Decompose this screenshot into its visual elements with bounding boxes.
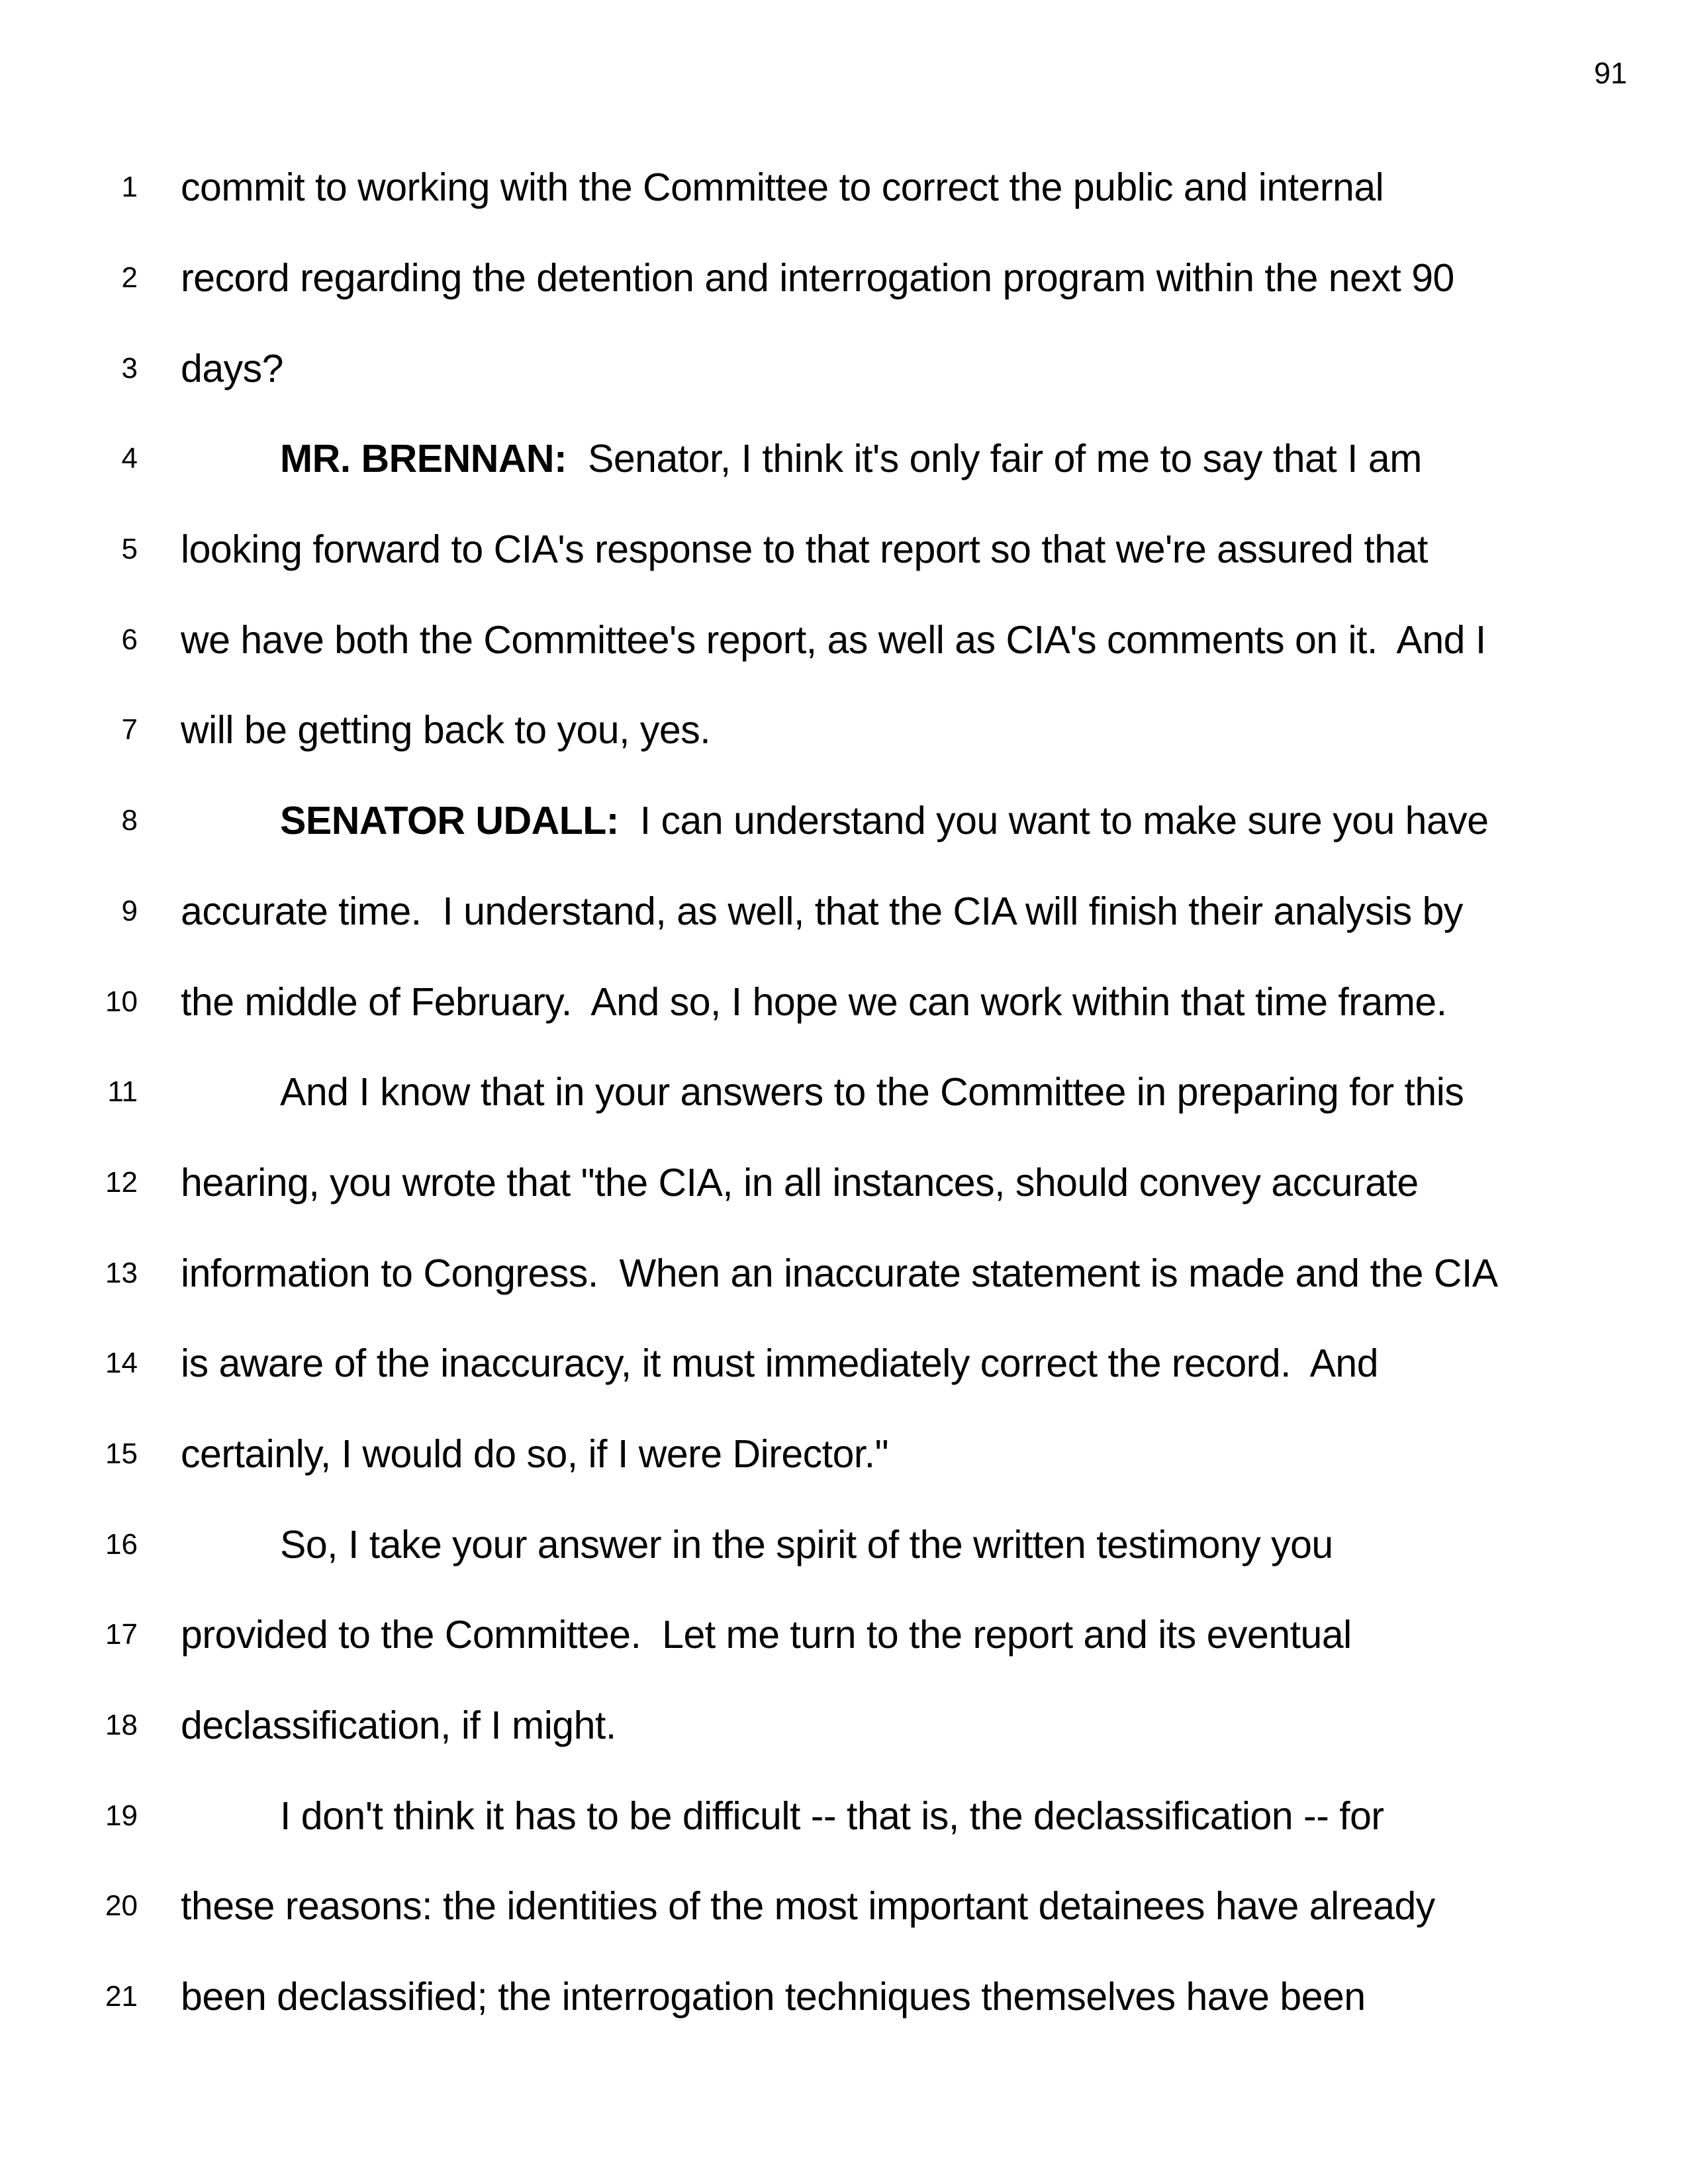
transcript-line [0,685,1688,776]
line-text-segment: I don't think it has to be difficult -- that is, the declassification -- for [280,1794,1384,1838]
line-number: 12 [105,1165,138,1199]
line-text [181,346,283,391]
line-text-segment: I can understand you want to make sure you have [618,799,1489,843]
line-text-segment: days? [181,346,283,390]
line-text [181,255,1454,300]
line-text-segment: So, I take your answer in the spirit of the written testimony you [280,1522,1333,1567]
line-number: 20 [105,1889,138,1923]
line-text-segment: declassification, if I might. [181,1704,616,1748]
line-text [280,798,1489,843]
transcript-line [0,1590,1688,1680]
line-text [181,527,1428,572]
line-number: 19 [105,1799,138,1832]
transcript-line [0,1952,1688,2042]
line-number: 14 [105,1347,138,1380]
speaker-name: SENATOR UDALL: [280,799,619,843]
line-number: 21 [105,1980,138,2013]
transcript-line [0,776,1688,866]
line-text-segment: information to Congress. When an inaccurate statement is made and the CIA [181,1251,1498,1295]
line-text [181,1251,1498,1296]
line-text [181,1703,616,1748]
transcript-line [0,594,1688,685]
line-number: 15 [105,1437,138,1470]
line-text-segment: record regarding the detention and interrogation program within the next 90 [181,256,1454,300]
line-text [280,1522,1333,1567]
line-number: 3 [121,351,138,385]
line-text-segment: And I know that in your answers to the Committee in preparing for this [280,1070,1464,1115]
transcript-line [0,1138,1688,1228]
line-text [280,1794,1384,1839]
line-text [181,1974,1366,2019]
line-text-segment: commit to working with the Committee to correct the public and internal [181,165,1384,210]
line-text-segment: provided to the Committee. Let me turn to the report and its eventual [181,1613,1352,1657]
transcript-line [0,1499,1688,1590]
transcript-line [0,1318,1688,1409]
line-text [181,1612,1352,1657]
transcript-line [0,414,1688,504]
transcript-line [0,956,1688,1047]
line-text-segment: Senator, I think it's only fair of me to say that I am [567,437,1422,481]
transcript-line [0,1409,1688,1500]
line-number: 11 [107,1075,138,1109]
line-number: 1 [121,171,138,204]
line-text [181,165,1383,210]
line-text [280,436,1422,481]
line-number: 18 [105,1709,138,1742]
line-number: 2 [121,261,138,295]
line-number: 13 [105,1256,138,1289]
line-number: 9 [121,894,138,927]
line-text [181,979,1447,1024]
line-number: 5 [121,533,138,566]
transcript-line [0,866,1688,957]
line-text-segment: is aware of the inaccuracy, it must immediately correct the record. And [181,1342,1379,1386]
line-text-segment: looking forward to CIA's response to that report so that we're assured that [181,527,1428,572]
transcript-line [0,323,1688,414]
transcript [0,142,1688,2042]
line-text [181,889,1463,934]
line-text [280,1069,1464,1115]
line-text-segment: been declassified; the interrogation techniques themselves have been [181,1975,1366,2019]
line-text [181,617,1486,662]
transcript-line [0,1770,1688,1861]
speaker-name: MR. BRENNAN: [280,437,567,481]
page-number: 91 [1593,56,1627,90]
line-text-segment: we have both the Committee's report, as well as CIA's comments on it. And I [181,617,1486,662]
line-text [181,1432,888,1477]
line-text-segment: these reasons: the identities of the most important detainees have already [181,1884,1435,1929]
line-text-segment: will be getting back to you, yes. [181,708,711,752]
transcript-line [0,233,1688,324]
line-text-segment: hearing, you wrote that "the CIA, in all instances, should convey accurate [181,1160,1419,1205]
line-number: 8 [121,804,138,837]
line-number: 6 [121,623,138,656]
line-text [181,707,710,752]
line-text-segment: certainly, I would do so, if I were Director." [181,1432,889,1476]
line-number: 7 [121,713,138,747]
transcript-line [0,1680,1688,1771]
transcript-line [0,504,1688,595]
transcript-line [0,1228,1688,1318]
line-text-segment: the middle of February. And so, I hope we can work within that time frame. [181,979,1447,1024]
line-text [181,1160,1419,1205]
line-text [181,1884,1435,1929]
line-text [181,1341,1378,1386]
line-number: 4 [121,442,138,475]
line-number: 17 [105,1618,138,1651]
line-text-segment: accurate time. I understand, as well, that the CIA will finish their analysis by [181,889,1463,933]
line-number: 16 [105,1527,138,1561]
line-number: 10 [105,985,138,1018]
transcript-line [0,1861,1688,1952]
transcript-line [0,1047,1688,1138]
transcript-line [0,142,1688,233]
